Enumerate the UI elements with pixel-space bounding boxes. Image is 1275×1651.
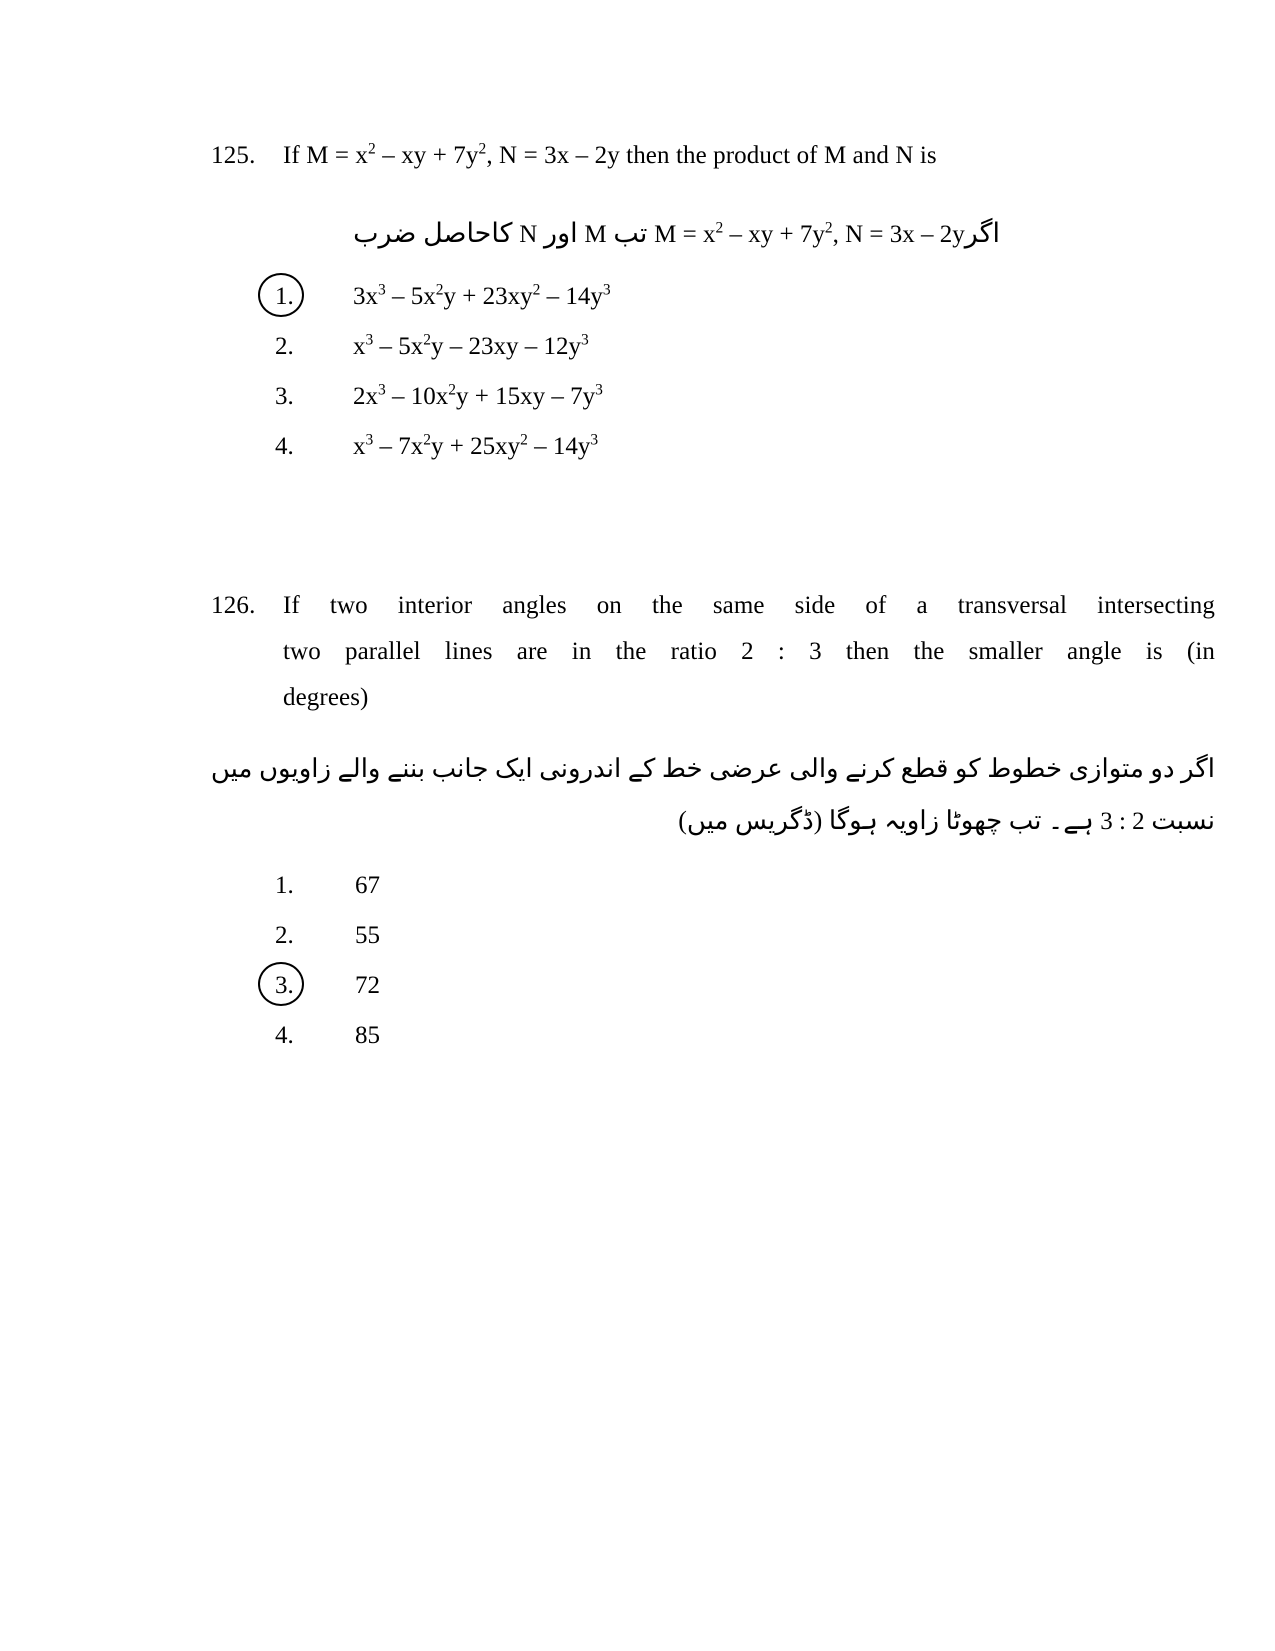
q126-ur-start: نسبت bbox=[1151, 806, 1215, 835]
question-126-english-line-3: degrees) bbox=[283, 684, 369, 711]
q125-ur-mid2: اور bbox=[544, 218, 578, 248]
question-125 bbox=[0, 133, 1275, 483]
question-125-english-row bbox=[0, 133, 1275, 179]
q125-ur-math-a: M = x bbox=[654, 221, 716, 248]
sup: 2 bbox=[532, 281, 541, 299]
option-marker-label: 4. bbox=[275, 433, 294, 460]
question-126-number: 126. bbox=[211, 592, 256, 619]
selected-answer-circle bbox=[258, 962, 304, 1006]
option-text-2: 55 bbox=[355, 922, 380, 949]
option-row[interactable] bbox=[275, 433, 1275, 483]
q125-ur-math-c: , N = 3x – 2y bbox=[832, 221, 965, 248]
option-text-2: $x^3 - 5x^2y - 23xy - 12y^3$ bbox=[353, 331, 589, 360]
q125-ur-prefix: اگر bbox=[964, 218, 1000, 248]
option-row[interactable] bbox=[275, 872, 1275, 922]
sup: 3 bbox=[378, 381, 386, 399]
sup: 2 bbox=[435, 281, 444, 299]
question-126 bbox=[0, 583, 1275, 1072]
q126-ur-end: ہے۔ تب چھوٹا زاویہ ہوگا (ڈگریس میں) bbox=[678, 806, 1094, 835]
selected-answer-circle bbox=[258, 273, 304, 317]
question-125-urdu bbox=[0, 207, 1275, 261]
option-marker-3[interactable] bbox=[275, 972, 353, 1000]
option-marker-4[interactable] bbox=[275, 1022, 353, 1050]
option-marker-label: 4. bbox=[275, 1022, 294, 1049]
question-126-english-text bbox=[283, 583, 1215, 721]
option-marker-3[interactable] bbox=[275, 383, 353, 411]
q125-ur-math-b: – xy + 7y bbox=[723, 221, 825, 248]
option-row[interactable] bbox=[275, 383, 1275, 433]
option-marker-label: 1. bbox=[275, 872, 294, 899]
q125-en-mid2: , N = 3x – 2y then the product of M and N is bbox=[486, 142, 937, 169]
q125-ur-math-s2: 2 bbox=[824, 219, 833, 237]
option-marker-label: 3. bbox=[275, 383, 294, 410]
sup: 3 bbox=[365, 331, 374, 349]
option-marker-2[interactable] bbox=[275, 333, 353, 361]
question-126-english-line-1: If two interior angles on the same side of a transversal intersecting bbox=[283, 592, 1215, 619]
option-marker-2[interactable] bbox=[275, 922, 353, 950]
option-row[interactable] bbox=[275, 333, 1275, 383]
sup: 3 bbox=[581, 331, 589, 349]
option-text-4: $x^3 - 7x^2y + 25xy^2 - 14y^3$ bbox=[353, 431, 599, 460]
q125-ur-math-s1: 2 bbox=[715, 219, 724, 237]
option-text-4: 85 bbox=[355, 1022, 380, 1049]
sup: 2 bbox=[520, 431, 528, 449]
option-text-3: $2x^3 - 10x^2y + 15xy - 7y^3$ bbox=[353, 381, 603, 410]
option-marker-label: 2. bbox=[275, 922, 294, 949]
q125-ur-suffix: کاحاصل ضرب bbox=[353, 218, 513, 248]
option-marker-4[interactable] bbox=[275, 433, 353, 461]
question-126-urdu-line-1: اگر دو متوازی خطوط کو قطع کرنے والی عرضی خط کے اندرونی ایک جانب بننے والے زاویوں میں bbox=[210, 754, 1215, 783]
question-125-english-text bbox=[283, 133, 1215, 179]
sup: 3 bbox=[378, 281, 386, 299]
sup: 3 bbox=[590, 431, 599, 449]
q125-en-lead: If M = x bbox=[283, 142, 369, 169]
option-marker-1[interactable] bbox=[275, 872, 353, 900]
q125-ur-math-3: N bbox=[519, 221, 538, 248]
question-126-urdu bbox=[0, 743, 1275, 848]
q125-ur-mid: تب bbox=[613, 218, 648, 248]
q125-en-sup2: 2 bbox=[478, 140, 487, 158]
option-text-1: 67 bbox=[355, 872, 380, 899]
option-row[interactable] bbox=[275, 1022, 1275, 1072]
sup: 3 bbox=[595, 381, 603, 399]
question-126-urdu-line-2 bbox=[280, 795, 1215, 848]
q125-en-sup1: 2 bbox=[368, 140, 376, 158]
sup: 2 bbox=[448, 381, 456, 399]
option-marker-label: 3. bbox=[275, 972, 294, 999]
sup: 3 bbox=[365, 431, 374, 449]
option-row[interactable] bbox=[275, 283, 1275, 333]
q125-ur-math-2: M bbox=[584, 221, 607, 248]
option-text-1: $3x^3 - 5x^2y + 23xy^2 - 14y^3$ bbox=[353, 281, 611, 310]
option-row[interactable] bbox=[275, 972, 1275, 1022]
sup: 2 bbox=[423, 431, 431, 449]
question-125-number: 125. bbox=[211, 142, 256, 169]
question-126-english-line-2: two parallel lines are in the ratio 2 : 3 then the smaller angle is (in bbox=[283, 638, 1215, 665]
sup: 2 bbox=[423, 331, 431, 349]
question-125-options bbox=[0, 283, 1275, 483]
option-row[interactable] bbox=[275, 922, 1275, 972]
q125-ur-math-1 bbox=[654, 209, 965, 261]
question-126-options bbox=[0, 872, 1275, 1072]
q125-en-mid1: – xy + 7y bbox=[375, 142, 479, 169]
question-126-english-row bbox=[0, 583, 1275, 721]
question-125-urdu-line-1 bbox=[280, 207, 1000, 261]
option-marker-label: 1. bbox=[275, 283, 294, 310]
option-marker-label: 2. bbox=[275, 333, 294, 360]
q126-ur-ratio: 3 : 2 bbox=[1100, 808, 1145, 835]
option-text-3: 72 bbox=[355, 972, 380, 999]
sup: 3 bbox=[602, 281, 611, 299]
option-marker-1[interactable] bbox=[275, 283, 353, 311]
